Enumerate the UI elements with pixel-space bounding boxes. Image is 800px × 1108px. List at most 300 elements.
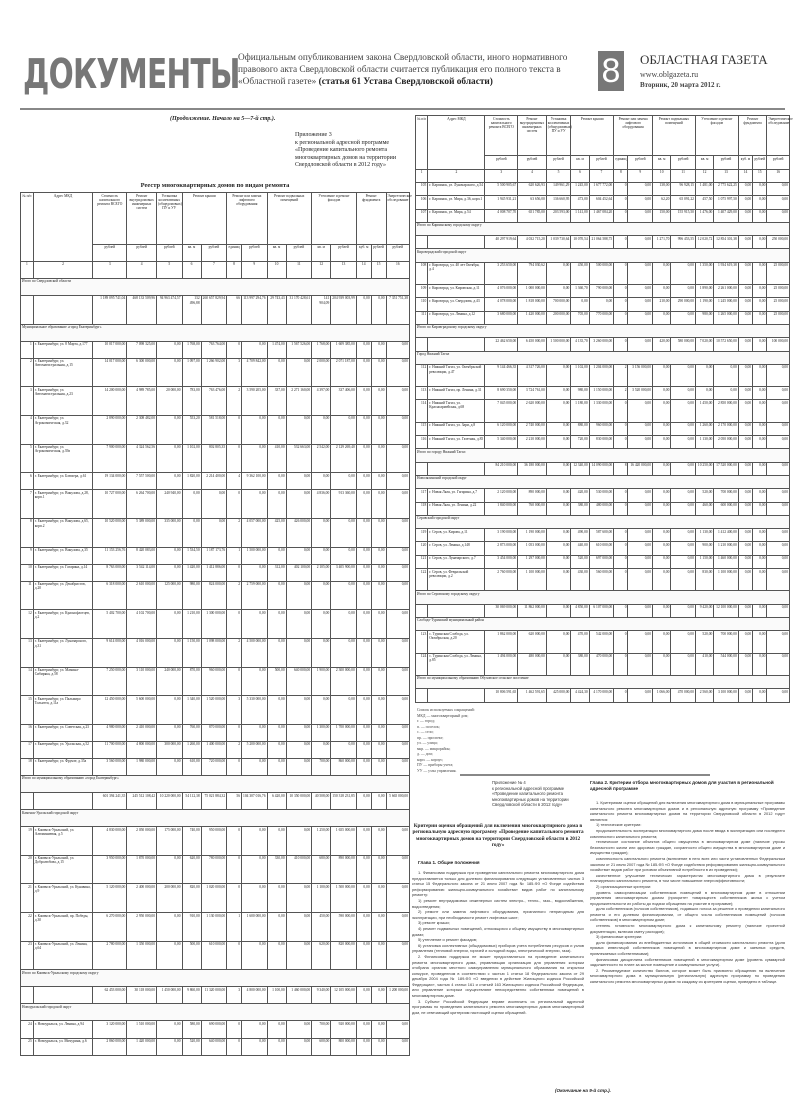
value-cell: 113 xyxy=(416,387,428,400)
value-cell: 290 000,00 xyxy=(671,298,696,311)
value-cell: 175 000,00 xyxy=(157,827,183,856)
value-cell: 425,00 xyxy=(267,518,286,547)
value-cell: 300 000,00 xyxy=(157,741,183,758)
value-cell: 24 xyxy=(21,1021,34,1038)
column-header: № п/п xyxy=(416,116,428,170)
value-cell: 12 020,72 xyxy=(695,236,713,249)
value-cell: 0,00 xyxy=(242,415,268,444)
annex-3-text: к региональной адресной программе «Проведение капитального ремонта многоквартирных домов на территории Свердловской области в 2012 году» xyxy=(295,139,397,169)
value-cell: 4 xyxy=(21,415,34,444)
value-cell: 1 600 000,00 xyxy=(242,913,268,942)
value-cell: 580 000,00 xyxy=(671,338,696,351)
value-cell: 3 110 000,00 xyxy=(127,667,157,696)
value-cell: 0 xyxy=(227,444,242,473)
column-number: 5 xyxy=(157,261,183,278)
value-cell: 830,00 xyxy=(695,569,713,591)
value-cell: 4 008 707,70 xyxy=(485,209,518,222)
value-cell: 0,00 xyxy=(753,631,767,653)
value-cell: 770 000,00 xyxy=(589,311,614,324)
paragraph: 1) ремонт внутридомовых инженерных систем электро-, тепло-, газо-, водоснабжения, водоотведения; xyxy=(412,897,584,909)
value-cell: 0,00 xyxy=(267,724,286,741)
value-cell: 520,00 xyxy=(695,489,713,502)
value-cell: 380,00 xyxy=(571,653,589,675)
value-cell: 245 512 108,42 xyxy=(127,793,157,810)
value-cell: 117 xyxy=(416,489,428,502)
value-cell: 500,00 xyxy=(267,667,286,696)
value-cell: 0,00 xyxy=(671,311,696,324)
value-cell: 500,00 xyxy=(182,941,201,970)
value-cell: 6 xyxy=(21,473,34,490)
value-cell: 10 017 000,00 xyxy=(93,341,127,358)
value-cell: 1 260,00 xyxy=(695,422,713,435)
value-cell xyxy=(416,604,428,617)
value-cell: 123 xyxy=(416,631,428,653)
value-cell: 0,00 xyxy=(201,490,227,519)
unit-cell: рублей xyxy=(589,156,614,169)
chapter-1-title: Глава 1. Общие положения xyxy=(418,860,480,865)
section-label: Город Нижний Тагил xyxy=(416,351,790,364)
value-cell: 980,00 xyxy=(182,581,201,610)
value-cell: 0,00 xyxy=(753,387,767,400)
value-cell: 1 100,00 xyxy=(267,987,286,1004)
value-cell: 0 xyxy=(614,209,628,222)
value-cell: 0,00 xyxy=(738,422,752,435)
value-cell: 457,50 xyxy=(695,196,713,209)
value-cell: 0,00 xyxy=(653,653,671,675)
value-cell: 19 xyxy=(21,827,34,856)
address-cell: г. Серов, ул. Февральской революции, д.2 xyxy=(428,569,485,591)
value-cell: 1 297 000,00 xyxy=(518,555,547,568)
column-header: Энергетическое обследование xyxy=(767,116,790,156)
paragraph: 6) установка коллективных (общедомовых) приборов учета потребления ресурсов и узлов управления (тепловой энергии, горячей и холодной воды, электрической энергии, газа). xyxy=(412,942,584,954)
value-cell: 56 xyxy=(227,793,242,810)
value-cell: 1 862 000,00 xyxy=(485,631,518,653)
value-cell: 0,00 xyxy=(356,415,371,444)
value-cell: 0,00 xyxy=(671,489,696,502)
value-cell: 1 870 000,00 xyxy=(127,855,157,884)
value-cell: 0,00 xyxy=(628,298,653,311)
address-cell: г. Екатеринбург, ул. Агрономическая, д.32 xyxy=(33,415,93,444)
value-cell: 0,00 xyxy=(157,758,183,775)
value-cell: 3 260 000,00 xyxy=(589,338,614,351)
value-cell: 0,00 xyxy=(628,400,653,422)
value-cell: 0,00 xyxy=(628,209,653,222)
value-cell: 1 350,00 xyxy=(695,262,713,284)
value-cell: 0,00 xyxy=(767,209,790,222)
value-cell: 0,00 xyxy=(267,741,286,758)
value-cell: 2 759 000,00 xyxy=(242,581,268,610)
value-cell: 0,00 xyxy=(546,569,571,591)
value-cell: 1 150 000,00 xyxy=(589,387,614,400)
paragraph: комплексность капитального ремонта (включение в него всех или части установленных Федеральным законом от 21 июля 2007 года № 185-ФЗ «О Фонде содействия реформированию жилищно-коммунального хозяйства» видов работ при условии объективной потребности в их проведении); xyxy=(590,855,785,873)
official-note-bold: (статья 61 Устава Свердловской области) xyxy=(318,77,493,87)
value-cell: 1 494 000,00 xyxy=(485,653,518,675)
value-cell: 0,00 xyxy=(767,604,790,617)
section-row xyxy=(21,324,410,341)
value-cell: 4 980 000,00 xyxy=(93,724,127,741)
value-cell: 5 402 700,00 xyxy=(93,610,127,639)
value-cell: 0,00 xyxy=(312,741,331,758)
value-cell: 0,00 xyxy=(386,518,409,547)
value-cell: 1 677 772,00 xyxy=(589,182,614,195)
column-number: 11 xyxy=(286,261,312,278)
value-cell: 1 190,00 xyxy=(695,298,713,311)
value-cell xyxy=(21,987,34,1004)
value-cell: 0,00 xyxy=(386,610,409,639)
value-cell: 0 xyxy=(227,855,242,884)
value-cell: 560 000,00 xyxy=(589,569,614,591)
value-cell: 4 800 000,00 xyxy=(242,987,268,1004)
table-row xyxy=(416,400,790,422)
section-label: Итого по Карпинскому городскому округу xyxy=(416,222,790,235)
chapter-1-body xyxy=(412,870,584,1015)
table-row xyxy=(416,196,790,209)
value-cell: 0,00 xyxy=(753,436,767,449)
table-row xyxy=(21,295,410,324)
value-cell: 0,00 xyxy=(767,502,790,515)
value-cell: 0,00 xyxy=(671,387,696,400)
value-cell: 0 xyxy=(227,490,242,519)
value-cell: 0 xyxy=(614,555,628,568)
value-cell: 0,00 xyxy=(738,529,752,542)
unit-cell: рублей xyxy=(767,156,790,169)
value-cell: 22 462 650,00 xyxy=(485,338,518,351)
value-cell: 0,00 xyxy=(312,638,331,667)
value-cell: 11 xyxy=(21,581,34,610)
value-cell: 0,00 xyxy=(386,444,409,473)
value-cell: 2 071 187,00 xyxy=(331,358,357,387)
value-cell: 9 614 000,00 xyxy=(93,638,127,667)
unit-cell: кв. м xyxy=(653,156,671,169)
value-cell: 0,00 xyxy=(671,653,696,675)
value-cell: 0,00 xyxy=(267,638,286,667)
table-row xyxy=(416,542,790,555)
address-cell xyxy=(33,987,93,1004)
value-cell: 0,00 xyxy=(546,364,571,386)
value-cell: 16 420 000,00 xyxy=(628,462,653,475)
value-cell: 121 xyxy=(416,555,428,568)
value-cell: 6 120 000,00 xyxy=(485,422,518,435)
value-cell: 0,00 xyxy=(767,422,790,435)
value-cell: 0,00 xyxy=(371,696,386,725)
value-cell: 760,00 xyxy=(182,724,201,741)
value-cell: 0,00 xyxy=(286,610,312,639)
column-header: Ремонт внутридомовых инженерных систем xyxy=(127,193,157,245)
value-cell: 0,00 xyxy=(738,262,752,284)
value-cell: 110 xyxy=(416,298,428,311)
value-cell: 7 098 325,00 xyxy=(127,341,157,358)
value-cell: 0,00 xyxy=(767,436,790,449)
value-cell: 601 394 241,35 xyxy=(93,793,127,810)
paragraph: продолжительность эксплуатации многоквартирного дома после ввода в эксплуатацию или последнего комплексного капитального ремонта; xyxy=(590,827,785,839)
value-cell: 468 133 509,96 xyxy=(127,295,157,324)
value-cell: 9 860,00 xyxy=(182,987,201,1004)
column-number: 4 xyxy=(518,169,547,182)
value-cell: 763 764,00 xyxy=(201,341,227,358)
value-cell: 0,00 xyxy=(356,884,371,913)
value-cell: 1 300 000,00 xyxy=(201,610,227,639)
unit-cell: единиц xyxy=(614,156,628,169)
value-cell: 0,00 xyxy=(386,724,409,741)
value-cell: 0,00 xyxy=(371,518,386,547)
section-row xyxy=(21,278,410,295)
value-cell: 0,00 xyxy=(267,1038,286,1055)
table-header-row xyxy=(21,193,410,245)
column-header: Ремонт крыши xyxy=(571,116,614,156)
value-cell: 950 000,00 xyxy=(201,827,227,856)
value-cell: 0,00 xyxy=(157,855,183,884)
issue-date: Вторник, 20 марта 2012 г. xyxy=(640,81,721,89)
abbreviation-item: мкр. — микрорайон; xyxy=(417,746,451,751)
column-header: Стоимость капитального ремонта ВСЕГО xyxy=(485,116,518,156)
unit-cell: рублей xyxy=(93,244,127,261)
value-cell: 0,00 xyxy=(753,542,767,555)
column-number: 16 xyxy=(386,261,409,278)
value-cell: 890 000,00 xyxy=(518,489,547,502)
value-cell: 0,00 xyxy=(356,724,371,741)
unit-cell: рублей xyxy=(157,244,183,261)
value-cell: 3 405 900,00 xyxy=(331,564,357,581)
value-cell: 25 000,00 xyxy=(767,262,790,284)
value-cell: 640 000,00 xyxy=(286,667,312,696)
value-cell: 113 997 294,76 xyxy=(242,295,268,324)
value-cell: 0,00 xyxy=(371,941,386,970)
value-cell: 0,00 xyxy=(286,1038,312,1055)
value-cell: 830 000,00 xyxy=(589,436,614,449)
value-cell: 0,00 xyxy=(157,913,183,942)
value-cell: 0,00 xyxy=(356,518,371,547)
value-cell: 0 xyxy=(614,298,628,311)
value-cell: 780 000,00 xyxy=(201,855,227,884)
value-cell: 25 000,00 xyxy=(767,311,790,324)
table-row xyxy=(21,638,410,667)
value-cell: 2 850 000,00 xyxy=(714,400,739,422)
column-number: 3 xyxy=(485,169,518,182)
value-cell: 620,00 xyxy=(182,855,201,884)
value-cell: 2 610 000,00 xyxy=(127,581,157,610)
paragraph: 2. Финансовая поддержка не может предоставляться на проведение капитального ремонта многоквартирного дома, управляющая организация для управления которым отобрана органом местного самоуправления муниципального образования на открытом конкурсе, проведенном в соответствии с частью 1 статьи 18 Федерального закона от 29 декабря 2004 года № 189-ФЗ «О введении в действие Жилищного кодекса Российской Федерации», частью 4 статьи 161 и статьей 163 Жилищного кодекса Российской Федерации, или управление которым осуществляют непосредственно собственники помещений в многоквартирном доме. xyxy=(412,953,584,999)
value-cell: 107 xyxy=(416,209,428,222)
paragraph: 1. Критериями оценки обращений для включения многоквартирного дома в муниципальные программы капитального ремонта многоквартирных домов и в региональную адресную программу «Проведение капитального ремонта многоквартирных домов на территории Свердловской области в 2012 году» являются: xyxy=(590,800,785,822)
value-cell: 3 xyxy=(227,696,242,725)
value-cell: 200 000,00 xyxy=(546,311,571,324)
value-cell: 0,00 xyxy=(356,341,371,358)
value-cell: 122 xyxy=(416,569,428,591)
value-cell: 0,00 xyxy=(738,569,752,591)
value-cell: 0,00 xyxy=(157,941,183,970)
value-cell: 22 xyxy=(21,913,34,942)
value-cell: 620,00 xyxy=(312,941,331,970)
value-cell: 5 500 905,67 xyxy=(485,182,518,195)
official-publication-note xyxy=(238,52,568,88)
value-cell: 680,00 xyxy=(312,855,331,884)
column-number: 3 xyxy=(93,261,127,278)
value-cell: 0,00 xyxy=(653,387,671,400)
unit-cell: рублей xyxy=(671,156,696,169)
address-cell: г. Каменск-Уральский, ул. Добролюбова, д.15 xyxy=(33,855,93,884)
value-cell: 870,00 xyxy=(182,667,201,696)
address-cell: с. Туринская Слобода, ул. Октябрьская, д.20 xyxy=(428,631,485,653)
value-cell: 0,00 xyxy=(286,696,312,725)
value-cell: 0,00 xyxy=(767,689,790,703)
value-cell: 0,00 xyxy=(767,653,790,675)
value-cell: 2 xyxy=(227,581,242,610)
value-cell: 0,00 xyxy=(653,400,671,422)
value-cell: 0,00 xyxy=(371,358,386,387)
value-cell: 40 508,00 xyxy=(312,793,331,810)
value-cell: 10 520 000,00 xyxy=(93,518,127,547)
value-cell: 0,00 xyxy=(628,338,653,351)
value-cell: 0,00 xyxy=(767,631,790,653)
value-cell: 250 000,00 xyxy=(767,236,790,249)
value-cell: 0,00 xyxy=(331,547,357,564)
value-cell: 690 000,00 xyxy=(201,1021,227,1038)
address-cell: с. Туринская Слобода, ул. Ленина, д.85 xyxy=(428,653,485,675)
address-cell: г. Серов, ул. Кирова, д.11 xyxy=(428,529,485,542)
section-row xyxy=(416,475,790,488)
column-number: 6 xyxy=(182,261,201,278)
value-cell: 1 934 619,38 xyxy=(714,262,739,284)
value-cell: 0,00 xyxy=(356,913,371,942)
abbreviation-item: ПУ — приборы учета; xyxy=(417,763,454,767)
value-cell: 0,00 xyxy=(356,855,371,884)
chapter-2-title: Глава 2. Критерии отбора многоквартирных домов для участия в региональной адресной программе xyxy=(590,780,774,791)
section-row xyxy=(416,591,790,604)
section-row xyxy=(21,970,410,987)
value-cell: 25 000,00 xyxy=(767,285,790,298)
table-row xyxy=(21,387,410,416)
value-cell: 0,00 xyxy=(286,581,312,610)
address-cell: г. Кировград, ул. Ленина, д.12 xyxy=(428,311,485,324)
value-cell: 12 105 000,00 xyxy=(331,987,357,1004)
value-cell: 9 340,00 xyxy=(312,987,331,1004)
abbreviation-item: пр. — проспект; xyxy=(417,735,444,740)
value-cell: 1 100 000,00 xyxy=(714,569,739,591)
value-cell: 0,00 xyxy=(653,311,671,324)
value-cell: 700,00 xyxy=(312,758,331,775)
value-cell: 0,00 xyxy=(738,555,752,568)
value-cell: 0,00 xyxy=(312,581,331,610)
section-label: Итого по муниципальному образованию «город Екатеринбург» xyxy=(21,775,410,792)
value-cell: 0,00 xyxy=(386,1021,409,1038)
annex-4-heading xyxy=(492,780,582,808)
value-cell: 4 076 000,00 xyxy=(485,285,518,298)
value-cell: 0 xyxy=(614,182,628,195)
value-cell: 0,00 xyxy=(628,311,653,324)
unit-cell: кв. м xyxy=(182,244,201,261)
value-cell: 0,00 xyxy=(653,422,671,435)
value-cell: 5 120 000,00 xyxy=(93,884,127,913)
value-cell: 0,00 xyxy=(356,827,371,856)
value-cell: 0,00 xyxy=(653,285,671,298)
value-cell: 0,00 xyxy=(157,696,183,725)
value-cell: 0,00 xyxy=(157,1038,183,1055)
value-cell: 1 271,70 xyxy=(653,236,671,249)
value-cell: 0,00 xyxy=(653,364,671,386)
value-cell: 0 xyxy=(227,667,242,696)
value-cell: 763 476,00 xyxy=(201,387,227,416)
table-row xyxy=(21,696,410,725)
value-cell: 9 xyxy=(21,547,34,564)
value-cell: 0 xyxy=(614,653,628,675)
value-cell: 12 450 000,00 xyxy=(93,696,127,725)
address-cell xyxy=(428,462,485,475)
value-cell: 581 518,00 xyxy=(201,415,227,444)
value-cell: 0,00 xyxy=(356,1038,371,1055)
value-cell: 0,00 xyxy=(371,473,386,490)
value-cell: 11 153 256,76 xyxy=(93,547,127,564)
value-cell: 2 261 000,00 xyxy=(714,285,739,298)
value-cell: 0,00 xyxy=(312,415,331,444)
section-row xyxy=(416,222,790,235)
value-cell: 3 560 000,00 xyxy=(93,758,127,775)
value-cell: 2 560,00 xyxy=(695,689,713,703)
value-cell: 705,00 xyxy=(571,311,589,324)
value-cell: 0,00 xyxy=(312,547,331,564)
value-cell: 0,00 xyxy=(371,667,386,696)
value-cell: 520,00 xyxy=(182,1038,201,1055)
value-cell: 200 000,00 xyxy=(157,884,183,913)
address-cell: г. Серов, ул. Луначарского, д.7 xyxy=(428,555,485,568)
value-cell: 2 xyxy=(227,518,242,547)
value-cell: 2 000,00 xyxy=(312,358,331,387)
value-cell: 1 039 730,64 xyxy=(546,236,571,249)
value-cell: 0,00 xyxy=(671,462,696,475)
value-cell: 0,00 xyxy=(767,462,790,475)
value-cell: 4 800 000,00 xyxy=(127,741,157,758)
column-number: 9 xyxy=(628,169,653,182)
value-cell: 0,00 xyxy=(738,209,752,222)
value-cell: 0,00 xyxy=(738,311,752,324)
value-cell: 0,00 xyxy=(628,529,653,542)
value-cell: 312,00 xyxy=(267,564,286,581)
paragraph: техническое состояние объектов общего имущества в многоквартирном доме (наличие угрозы безопасности жизни или здоровью граждан, сохранности общего имущества в многоквартирном доме и имущества граждан); xyxy=(590,839,785,856)
value-cell: 337,00 xyxy=(267,387,286,416)
value-cell: 1 462 591,65 xyxy=(518,689,547,703)
value-cell: 0,00 xyxy=(371,581,386,610)
table-row xyxy=(416,529,790,542)
value-cell: 0 xyxy=(614,542,628,555)
value-cell: 640 000,00 xyxy=(201,1038,227,1055)
value-cell: 10 572 650,00 xyxy=(714,338,739,351)
value-cell: 0,00 xyxy=(331,581,357,610)
value-cell: 0,00 xyxy=(371,913,386,942)
unit-cell: рублей xyxy=(286,244,312,261)
value-cell: 1 340,00 xyxy=(182,696,201,725)
value-cell: 0 xyxy=(227,1038,242,1055)
value-cell: 0,00 xyxy=(356,638,371,667)
column-header: Ремонт фундамента xyxy=(738,116,767,156)
website-link[interactable]: www.oblgazeta.ru xyxy=(640,70,699,79)
value-cell: 1 100,00 xyxy=(312,884,331,913)
value-cell: 2 775 622,25 xyxy=(714,182,739,195)
abbreviation-item: ул. — улица; xyxy=(417,741,438,745)
value-cell: 2 400 000,00 xyxy=(127,884,157,913)
value-cell: 0,00 xyxy=(242,610,268,639)
value-cell: 7 351 751,38 xyxy=(386,295,409,324)
value-cell: 12 100 000,00 xyxy=(714,604,739,617)
value-cell: 0,00 xyxy=(753,529,767,542)
value-cell: 0,00 xyxy=(753,196,767,209)
address-cell: г. Екатеринбург, ул. Автомагистральная, д.23 xyxy=(33,387,93,416)
value-cell: 3 454 000,00 xyxy=(485,555,518,568)
unit-cell: рублей xyxy=(127,244,157,261)
value-cell: 0,00 xyxy=(371,295,386,324)
value-cell: 0,00 xyxy=(331,415,357,444)
table-row xyxy=(21,758,410,775)
value-cell: 0 xyxy=(227,610,242,639)
value-cell: 0,00 xyxy=(242,884,268,913)
